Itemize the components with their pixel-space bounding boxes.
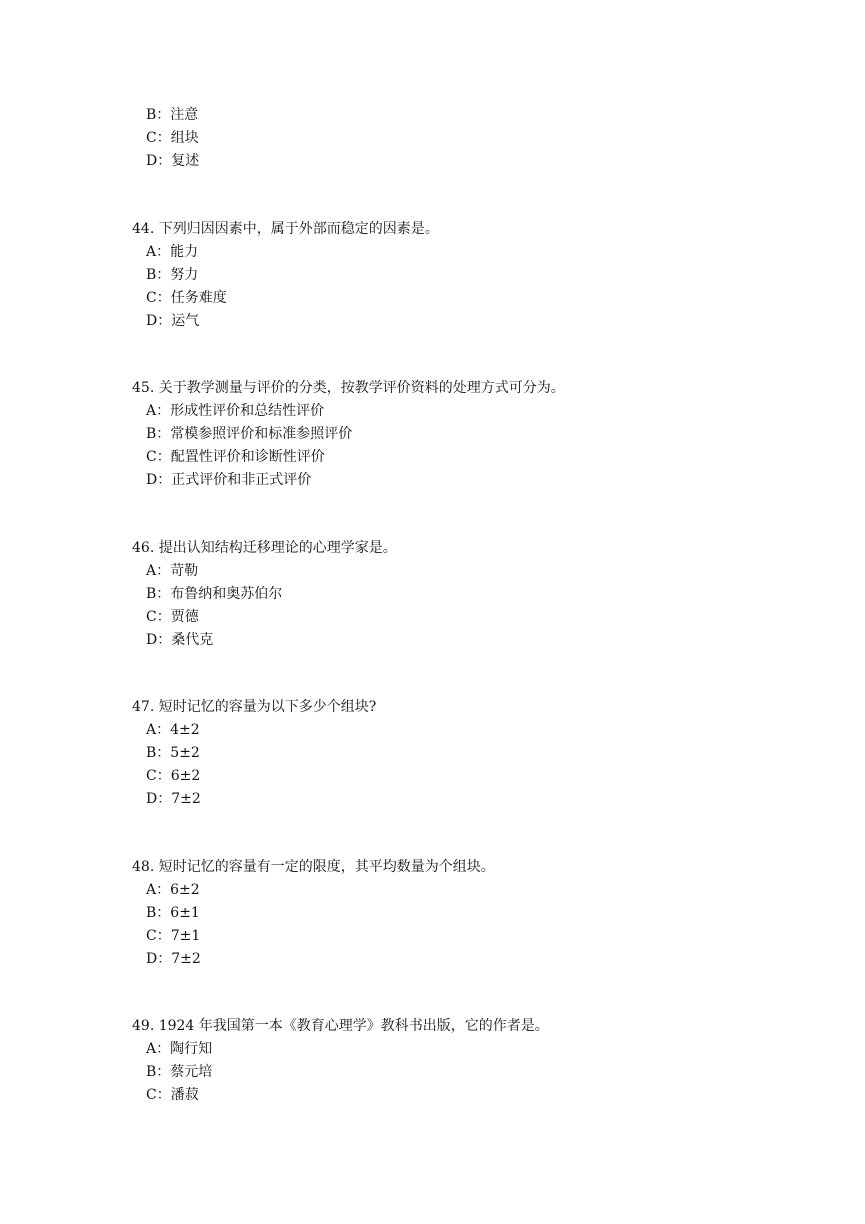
- option-b: B：布鲁纳和奥苏伯尔: [146, 586, 283, 602]
- option-b: B：5±2: [146, 745, 200, 761]
- option-a: A：苛勒: [146, 563, 199, 579]
- option-b: B：常模参照评价和标准参照评价: [146, 426, 353, 442]
- option-c: C：6±2: [146, 768, 201, 784]
- option-c: C：潘菽: [146, 1087, 199, 1103]
- option-d: D：复述: [146, 153, 200, 169]
- option-b: B：6±1: [146, 905, 200, 921]
- option-c: C：7±1: [146, 928, 201, 944]
- option-b: B：注意: [146, 107, 199, 123]
- option-c: C：贾德: [146, 609, 199, 625]
- option-d: D：运气: [146, 313, 200, 329]
- option-d: D：7±2: [146, 951, 201, 967]
- question-prompt: 46. 提出认知结构迁移理论的心理学家是。: [132, 540, 397, 556]
- option-d: D：桑代克: [146, 632, 214, 648]
- option-a: A：陶行知: [146, 1041, 213, 1057]
- option-a: A：6±2: [146, 882, 200, 898]
- question-prompt: 45. 关于教学测量与评价的分类，按教学评价资料的处理方式可分为。: [132, 380, 565, 396]
- question-prompt: 44. 下列归因因素中，属于外部而稳定的因素是。: [132, 221, 439, 237]
- option-c: C：配置性评价和诊断性评价: [146, 449, 325, 465]
- option-b: B：蔡元培: [146, 1064, 213, 1080]
- option-a: A：4±2: [146, 722, 200, 738]
- question-prompt: 48. 短时记忆的容量有一定的限度，其平均数量为个组块。: [132, 859, 495, 875]
- question-prompt: 49. 1924 年我国第一本《教育心理学》教科书出版，它的作者是。: [132, 1018, 549, 1034]
- option-d: D：7±2: [146, 791, 201, 807]
- option-a: A：能力: [146, 244, 199, 260]
- option-c: C：组块: [146, 130, 199, 146]
- option-d: D：正式评价和非正式评价: [146, 472, 312, 488]
- question-prompt: 47. 短时记忆的容量为以下多少个组块?: [132, 699, 377, 715]
- option-a: A：形成性评价和总结性评价: [146, 403, 325, 419]
- option-b: B：努力: [146, 267, 199, 283]
- option-c: C：任务难度: [146, 290, 227, 306]
